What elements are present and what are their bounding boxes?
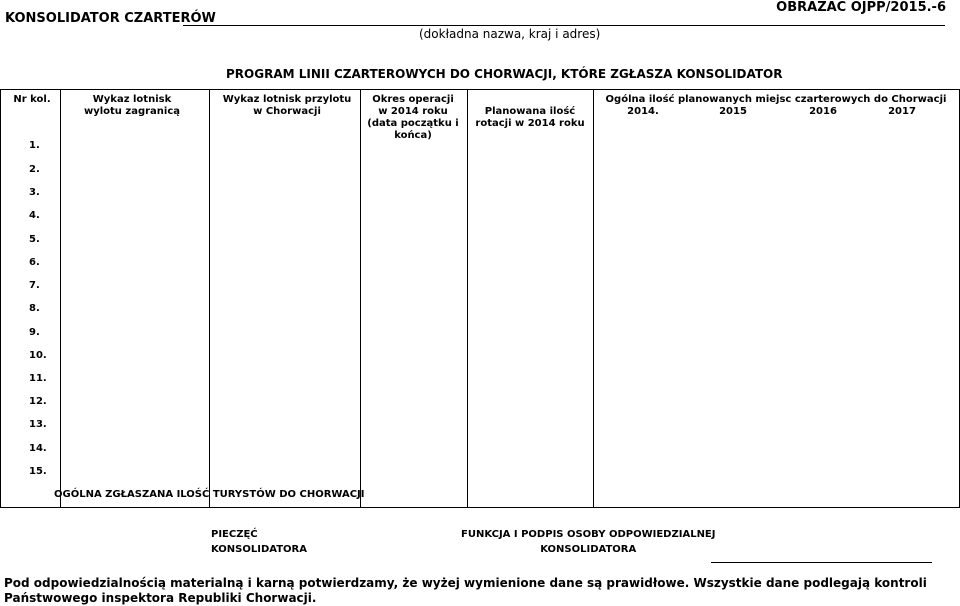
signature-label-line1: FUNKCJA I PODPIS OSOBY ODPOWIEDZIALNEJ xyxy=(461,529,716,540)
row-number: 4. xyxy=(29,210,40,221)
row-number: 2. xyxy=(29,164,40,175)
stamp-area xyxy=(211,527,307,557)
row-number: 8. xyxy=(29,303,40,314)
row-number: 13. xyxy=(29,419,47,430)
row-number: 12. xyxy=(29,396,47,407)
liability-statement: Pod odpowiedzialnością materialną i karną potwierdzamy, że wyżej wymienione dane są prawidłowe. Wszystkie dane podlegają kontroli Państwowego inspektora Republiki Chorwacji. xyxy=(4,576,927,605)
stamp-label-line2: KONSOLIDATORA xyxy=(211,544,307,555)
row-number: 15. xyxy=(29,466,47,477)
table-top-border xyxy=(0,89,960,90)
row-number: 5. xyxy=(29,234,40,245)
table-bottom-border xyxy=(0,507,960,508)
col-divider-5 xyxy=(593,89,594,507)
charter-table xyxy=(0,89,960,507)
row-number: 14. xyxy=(29,443,47,454)
consolidator-label: KONSOLIDATOR CZARTERÓW xyxy=(5,11,216,26)
header-departure-airports: Wykaz lotnisk wylotu zagranicą xyxy=(83,94,181,117)
row-number: 6. xyxy=(29,257,40,268)
row-number: 1. xyxy=(29,140,40,151)
header-planned-seats: Ogólna ilość planowanych miejsc czarterowych do Chorwacji xyxy=(605,94,947,105)
signature-area xyxy=(461,527,716,557)
consolidator-name-line xyxy=(183,25,945,26)
row-number: 7. xyxy=(29,280,40,291)
col-divider-2 xyxy=(209,89,210,507)
header-operation-period: Okres operacji w 2014 roku (data początku i końca) xyxy=(367,94,459,141)
header-nr: Nr kol. xyxy=(13,94,51,105)
row-number: 9. xyxy=(29,327,40,338)
table-left-border xyxy=(0,89,1,507)
year-2014: 2014. xyxy=(627,106,659,117)
row-number: 10. xyxy=(29,350,47,361)
col-divider-3 xyxy=(360,89,361,507)
program-title: PROGRAM LINII CZARTEROWYCH DO CHORWACJI, KTÓRE ZGŁASZA KONSOLIDATOR xyxy=(226,67,783,81)
year-2017: 2017 xyxy=(888,106,916,117)
row-number: 3. xyxy=(29,187,40,198)
stamp-label-line1: PIECZĘĆ xyxy=(211,529,258,540)
header-planned-rotations: Planowana ilość rotacji w 2014 roku xyxy=(475,106,585,129)
row-number: 11. xyxy=(29,373,47,384)
col-divider-4 xyxy=(467,89,468,507)
col-divider-1 xyxy=(60,89,61,507)
signature-label-line2: KONSOLIDATORA xyxy=(540,544,637,555)
form-code: OBRAZAC OJPP/2015.-6 xyxy=(776,0,946,15)
consolidator-name-hint: (dokładna nazwa, kraj i adres) xyxy=(419,27,601,41)
year-2016: 2016 xyxy=(809,106,837,117)
signature-line xyxy=(711,562,932,563)
total-tourists-label: OGÓLNA ZGŁASZANA ILOŚĆ TURYSTÓW DO CHORWACJI xyxy=(54,489,365,500)
header-arrival-airports: Wykaz lotnisk przylotu w Chorwacji xyxy=(222,94,352,117)
year-2015: 2015 xyxy=(719,106,747,117)
